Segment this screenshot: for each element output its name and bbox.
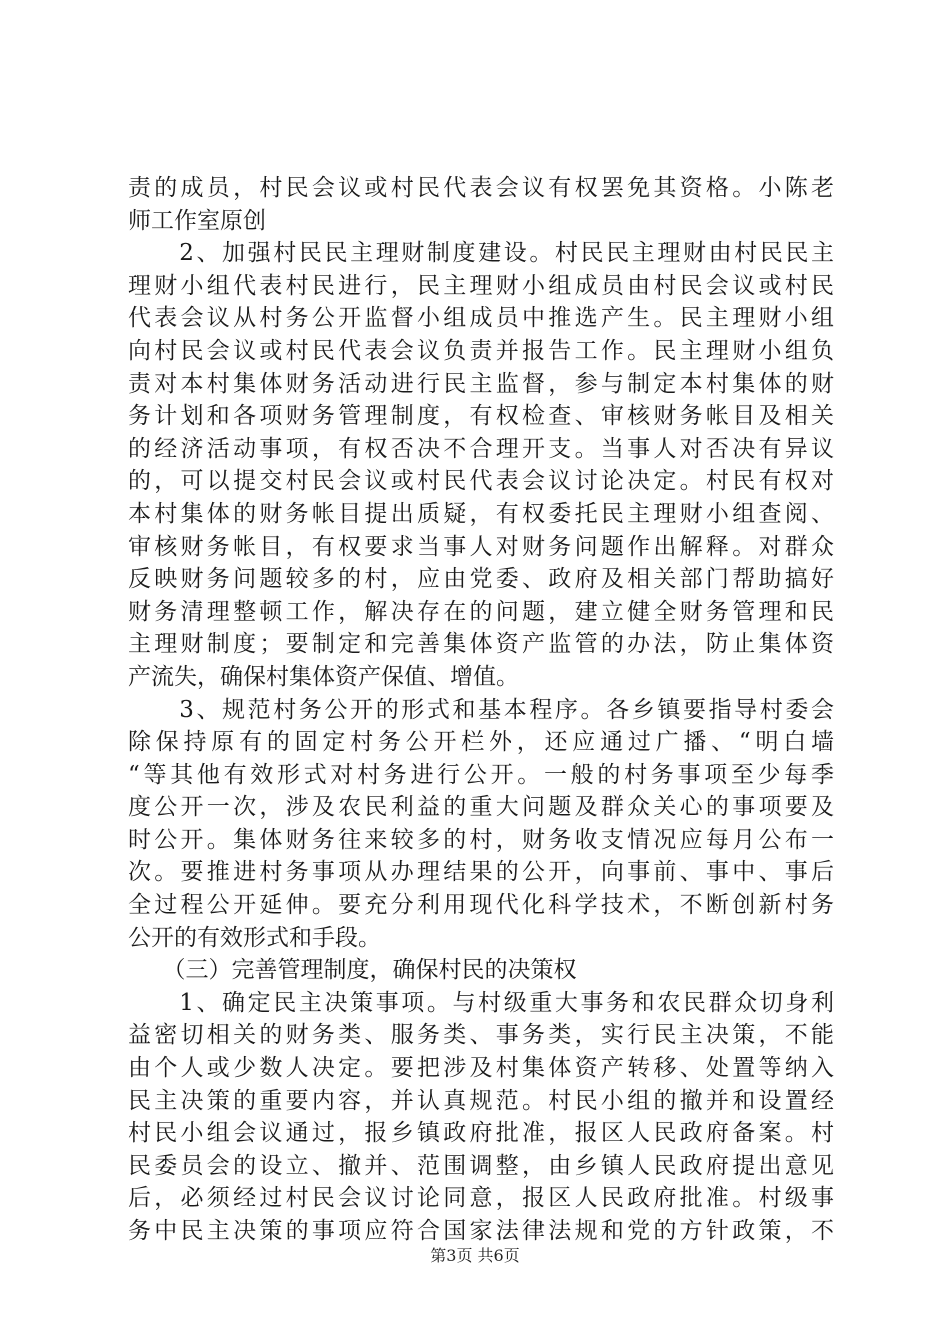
- text-line: 产流失，确保村集体资产保值、增值。: [128, 663, 519, 690]
- text-line: 村民小组会议通过，报乡镇政府批准，报区人民政府备案。村: [128, 1120, 834, 1147]
- text-line: 主理财制度；要制定和完善集体资产监管的办法，防止集体资: [128, 631, 834, 658]
- text-line: 务中民主决策的事项应符合国家法律法规和党的方针政策，不: [128, 1218, 834, 1244]
- page-number-label: 第3页 共6页: [430, 1246, 520, 1265]
- text-line: 后，必须经过村民会议讨论同意，报区人民政府批准。村级事: [128, 1185, 834, 1212]
- text-line: 由个人或少数人决定。要把涉及村集体资产转移、处置等纳入: [128, 1055, 834, 1082]
- text-line: 1、确定民主决策事项。与村级重大事务和农民群众切身利: [128, 989, 834, 1016]
- text-line: 全过程公开延伸。要充分利用现代化科学技术，不断创新村务: [128, 892, 834, 919]
- text-line: 审核财务帐目，有权要求当事人对财务问题作出解释。对群众: [128, 533, 834, 560]
- text-line: 责的成员，村民会议或村民代表会议有权罢免其资格。小陈老: [128, 175, 834, 201]
- text-line: 公开的有效形式和手段。: [128, 924, 381, 951]
- section-heading: （三）完善管理制度，确保村民的决策权: [128, 957, 577, 984]
- text-line: 理财小组代表村民进行，民主理财小组成员由村民会议或村民: [128, 272, 834, 299]
- text-line: “等其他有效形式对村务进行公开。一般的村务事项至少每季: [128, 761, 834, 788]
- text-line: 益密切相关的财务类、服务类、事务类，实行民主决策，不能: [128, 1022, 834, 1049]
- text-line: 反映财务问题较多的村，应由党委、政府及相关部门帮助搞好: [128, 566, 834, 593]
- text-line: 本村集体的财务帐目提出质疑，有权委托民主理财小组查阅、: [128, 500, 834, 527]
- text-line: 除保持原有的固定村务公开栏外，还应通过广播、“明白墙: [128, 729, 834, 756]
- text-line: 时公开。集体财务往来较多的村，财务收支情况应每月公布一: [128, 826, 834, 853]
- text-line: 民主决策的重要内容，并认真规范。村民小组的撤并和设置经: [128, 1087, 834, 1114]
- text-line: 3、规范村务公开的形式和基本程序。各乡镇要指导村委会: [128, 696, 834, 723]
- text-line: 民委员会的设立、撤并、范围调整，由乡镇人民政府提出意见: [128, 1152, 834, 1179]
- text-line: 责对本村集体财务活动进行民主监督，参与制定本村集体的财: [128, 370, 834, 397]
- page-footer: [0, 1243, 950, 1266]
- text-line: 2、加强村民民主理财制度建设。村民民主理财由村民民主: [128, 240, 834, 267]
- text-line: 务计划和各项财务管理制度，有权检查、审核财务帐目及相关: [128, 403, 834, 430]
- text-line: 的，可以提交村民会议或村民代表会议讨论决定。村民有权对: [128, 468, 834, 495]
- text-line: 的经济活动事项，有权否决不合理开支。当事人对否决有异议: [128, 435, 834, 462]
- text-line: 师工作室原创: [128, 207, 266, 234]
- text-line: 代表会议从村务公开监督小组成员中推选产生。民主理财小组: [128, 305, 834, 332]
- document-body: [128, 172, 834, 1248]
- text-line: 向村民会议或村民代表会议负责并报告工作。民主理财小组负: [128, 337, 834, 364]
- text-line: 度公开一次，涉及农民利益的重大问题及群众关心的事项要及: [128, 794, 834, 821]
- text-line: 次。要推进村务事项从办理结果的公开，向事前、事中、事后: [128, 859, 834, 886]
- text-line: 财务清理整顿工作，解决存在的问题，建立健全财务管理和民: [128, 598, 834, 625]
